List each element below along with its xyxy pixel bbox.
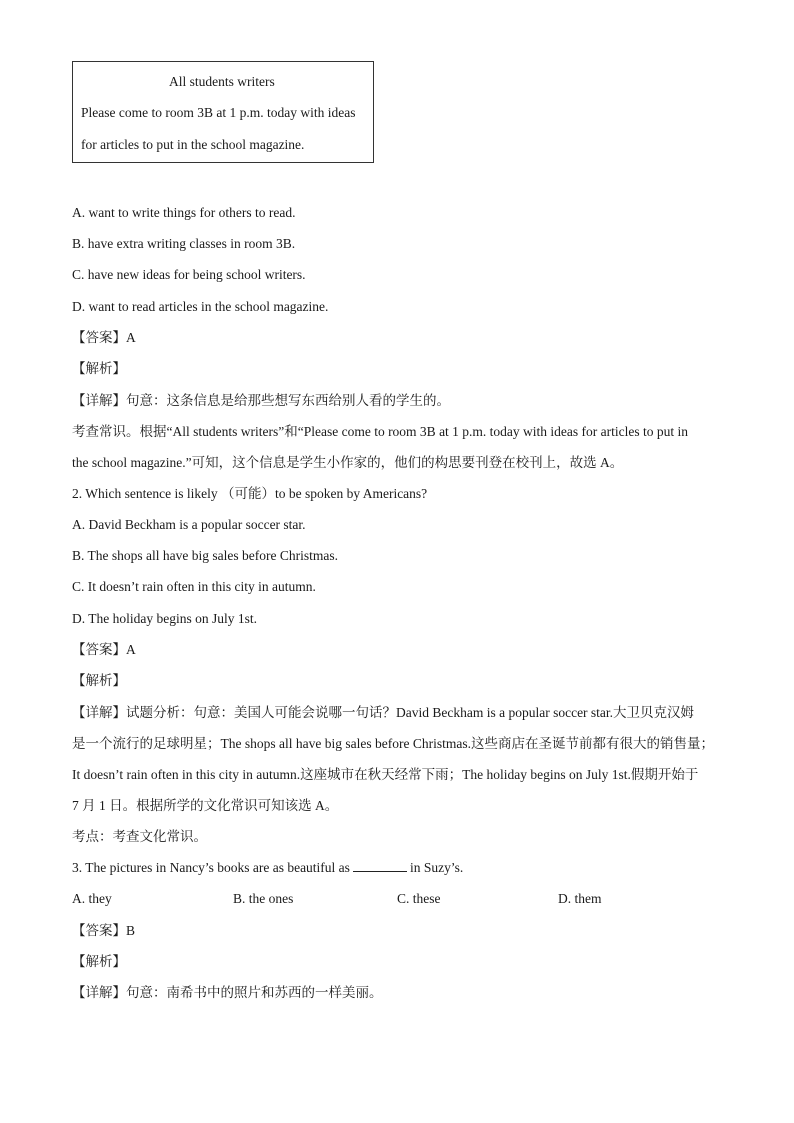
- q2-option-b: B. The shops all have big sales before Christmas.: [72, 548, 338, 563]
- q1-explain-line-1: 考查常识。根据“All students writers”和“Please come to room 3B at 1 p.m. today with ideas for articles to put in: [72, 424, 689, 439]
- q3-answer: 【答案】B: [72, 923, 136, 938]
- notice-title: All students writers: [169, 74, 275, 89]
- q2-detail-line-3: It doesn’t rain often in this city in autumn.这座城市在秋天经常下雨；The holiday begins on July 1st.假期开始于: [72, 767, 699, 782]
- q2-analysis-heading: 【解析】: [72, 673, 126, 688]
- q2-option-a: A. David Beckham is a popular soccer star.: [72, 517, 306, 532]
- q1-option-c: C. have new ideas for being school writers.: [72, 267, 306, 282]
- q3-blank: [353, 859, 407, 872]
- q3-question: [72, 859, 463, 877]
- q2-detail-line-4: 7 月 1 日。根据所学的文化常识可知该选 A。: [72, 798, 339, 813]
- q3-option-c: C. these: [397, 891, 441, 906]
- q1-option-d: D. want to read articles in the school magazine.: [72, 299, 329, 314]
- notice-line-1: Please come to room 3B at 1 p.m. today with ideas: [81, 105, 356, 120]
- q2-question: 2. Which sentence is likely （可能）to be spoken by Americans?: [72, 486, 428, 501]
- notice-line-2: for articles to put in the school magazine.: [81, 137, 305, 152]
- q2-answer: 【答案】A: [72, 642, 136, 657]
- q1-answer: 【答案】A: [72, 330, 136, 345]
- q2-option-d: D. The holiday begins on July 1st.: [72, 611, 257, 626]
- q3-question-after: in Suzy’s.: [409, 860, 464, 875]
- q1-explain-line-2: the school magazine.”可知，这个信息是学生小作家的，他们的构思要刊登在校刊上，故选 A。: [72, 455, 624, 470]
- q3-analysis-heading: 【解析】: [72, 954, 126, 969]
- q1-option-a: A. want to write things for others to read.: [72, 205, 296, 220]
- q3-detail: 【详解】句意：南希书中的照片和苏西的一样美丽。: [72, 985, 383, 1000]
- notice-box: [72, 61, 374, 163]
- q2-detail-line-1: 【详解】试题分析：句意：美国人可能会说哪一句话？David Beckham is a popular soccer star.大卫贝克汉姆: [72, 705, 695, 720]
- q3-option-a: A. they: [72, 891, 112, 906]
- q1-analysis-heading: 【解析】: [72, 361, 126, 376]
- q2-detail-line-2: 是一个流行的足球明星；The shops all have big sales before Christmas.这些商店在圣诞节前都有很大的销售量；: [72, 736, 714, 751]
- q2-point: 考点：考查文化常识。: [72, 829, 207, 844]
- q2-option-c: C. It doesn’t rain often in this city in autumn.: [72, 579, 316, 594]
- q3-question-before: 3. The pictures in Nancy’s books are as beautiful as: [72, 860, 350, 875]
- q1-option-b: B. have extra writing classes in room 3B.: [72, 236, 296, 251]
- q3-option-b: B. the ones: [233, 891, 294, 906]
- q1-detail: 【详解】句意：这条信息是给那些想写东西给别人看的学生的。: [72, 393, 450, 408]
- q3-option-d: D. them: [558, 891, 602, 906]
